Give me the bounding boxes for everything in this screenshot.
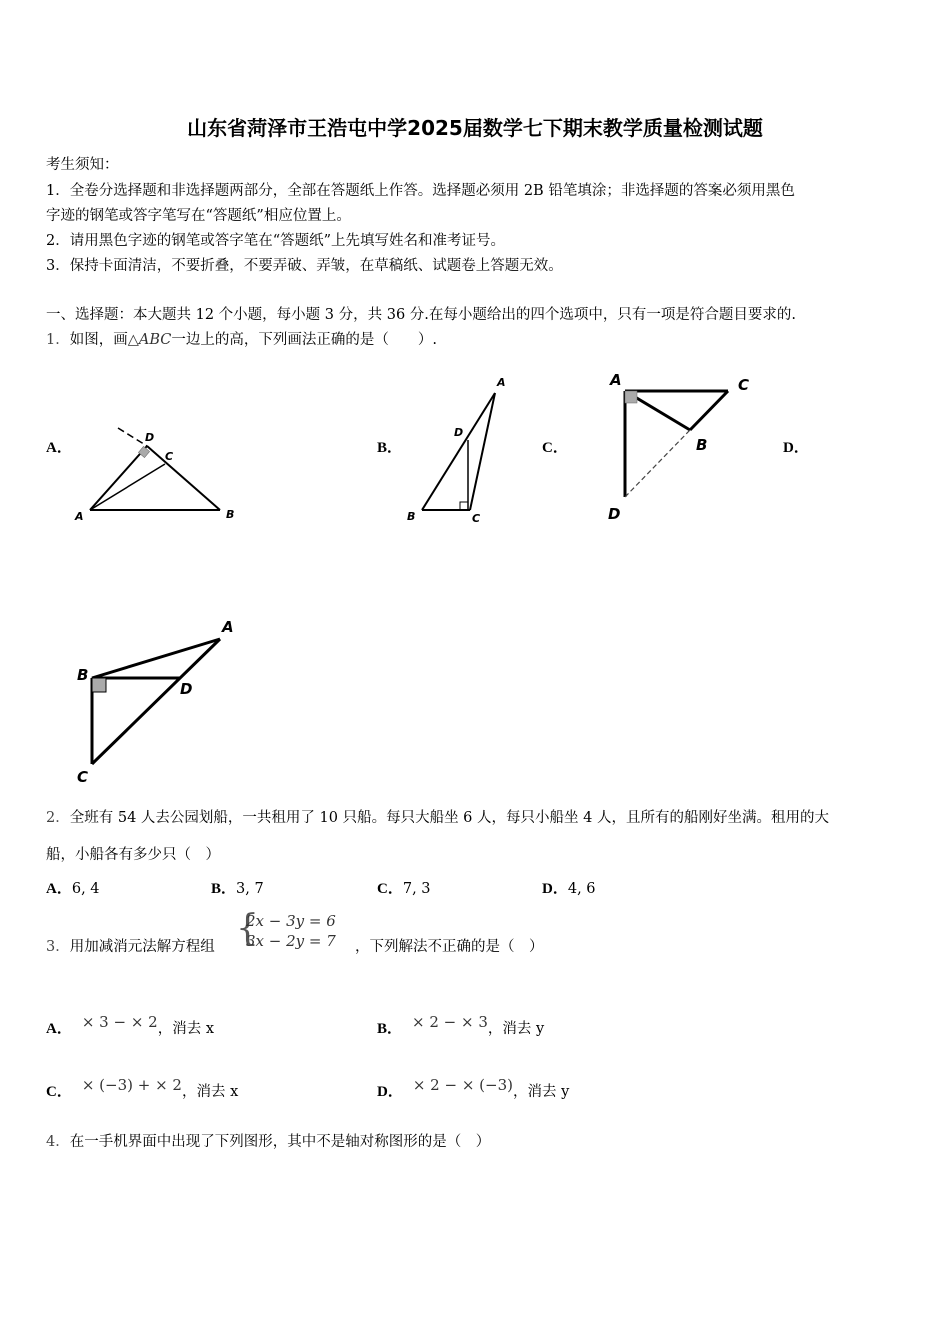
q3-option-d-label: D． — [377, 1084, 403, 1100]
q1-figure-c — [600, 365, 760, 525]
q2-option-d-label: D． — [542, 881, 568, 897]
question-2-text-1: 全班有 54 人去公园划船，一共租用了 10 只船。每只大船坐 6 人，每只小船坐 4 人，且所有的船刚好坐满。租用的大 — [69, 810, 829, 826]
equation-2: 3x − 2y = 7 — [246, 932, 336, 950]
question-1-pre: 如图，画 — [69, 332, 128, 348]
question-1-post: 一边上的高，下列画法正确的是（ ）. — [171, 332, 437, 348]
question-3-pre: 用加减消元法解方程组 — [69, 939, 215, 955]
equation-brace: { — [236, 908, 259, 949]
q2-option-d — [542, 877, 596, 898]
q2-option-a — [46, 877, 100, 898]
fig-c-label-b: B — [696, 436, 708, 454]
question-3-post: ，下列解法不正确的是（ ） — [355, 939, 544, 955]
q3-option-b-text: ，消去 y — [487, 1021, 545, 1037]
q1-figure-d — [70, 612, 250, 797]
question-1-number: 1． — [46, 332, 70, 348]
fig-b-label-d: D — [454, 426, 464, 439]
q2-option-a-label: A． — [46, 881, 72, 897]
q3-option-b-label: B． — [377, 1021, 403, 1037]
notice-line-2: 2．请用黑色字迹的钢笔或答字笔在“答题纸”上先填写姓名和准考证号。 — [46, 233, 506, 249]
fig-c-label-c: C — [738, 376, 750, 394]
question-4-stem — [46, 1130, 490, 1151]
question-4-text: 在一手机界面中出现了下列图形，其中不是轴对称图形的是（ ） — [69, 1134, 491, 1150]
q3-option-a-text: ，消去 x — [157, 1021, 215, 1037]
fig-a-label-a: A — [75, 510, 84, 523]
fig-d-label-c: C — [77, 768, 89, 786]
fig-d-label-b: B — [77, 666, 89, 684]
notice-line-1b: 字迹的钢笔或答字笔写在“答题纸”相应位置上。 — [46, 208, 351, 224]
equation-1: 2x − 3y = 6 — [246, 912, 336, 930]
q2-option-b-label: B． — [211, 881, 237, 897]
notice-heading: 考生须知： — [46, 157, 119, 173]
q3-option-d — [377, 1076, 570, 1101]
q3-option-d-text: ，消去 y — [512, 1084, 570, 1100]
q1-figure-b — [400, 370, 515, 530]
q2-option-a-value: 6, 4 — [71, 881, 100, 897]
fig-a-label-b: B — [226, 508, 235, 521]
q3-option-c-text: ，消去 x — [181, 1084, 239, 1100]
fig-b-label-a: A — [497, 376, 506, 389]
q3-option-b-math: × 2 − × 3 — [412, 1013, 488, 1031]
q2-option-b-value: 3, 7 — [236, 881, 264, 897]
q1-option-c-label: C． — [542, 440, 568, 456]
question-1-math: △ABC — [127, 332, 172, 348]
q2-option-c — [377, 877, 431, 898]
notice-line-3: 3．保持卡面清洁，不要折叠，不要弄破、弄皱，在草稿纸、试题卷上答题无效。 — [46, 258, 563, 274]
fig-d-label-a: A — [222, 618, 234, 636]
fig-d-label-d: D — [180, 680, 193, 698]
fig-a-label-c: C — [165, 450, 174, 463]
q3-option-d-math: × 2 − × (−3) — [412, 1076, 513, 1094]
q3-option-a — [46, 1013, 215, 1038]
q2-option-c-label: C． — [377, 881, 403, 897]
question-2-line-2: 船，小船各有多少只（ ） — [46, 847, 220, 863]
q2-option-c-value: 7, 3 — [402, 881, 431, 897]
fig-a-label-d: D — [145, 431, 155, 444]
fig-b-label-c: C — [472, 512, 481, 525]
q1-option-d-label: D． — [783, 440, 809, 456]
notice-line-1a: 1．全卷分选择题和非选择题两部分，全部在答题纸上作答。选择题必须用 2B 铅笔填涂；非选择题的答案必须用黑色 — [46, 183, 795, 199]
fig-c-label-a: A — [610, 371, 622, 389]
q1-figure-a — [70, 420, 250, 530]
q1-option-a-label: A． — [46, 440, 72, 456]
q3-option-c-math: × (−3) + × 2 — [81, 1076, 182, 1094]
q3-option-a-label: A． — [46, 1021, 72, 1037]
q2-option-d-value: 4, 6 — [567, 881, 596, 897]
q3-option-b — [377, 1013, 545, 1038]
question-3-stem — [46, 935, 215, 956]
q3-option-c — [46, 1076, 239, 1101]
question-3-number: 3． — [46, 939, 70, 955]
q2-option-b — [211, 877, 264, 898]
section-1-heading: 一、选择题：本大题共 12 个小题，每小题 3 分，共 36 分.在每小题给出的四个选项中，只有一项是符合题目要求的. — [46, 307, 796, 323]
question-2-line-1 — [46, 806, 829, 827]
q1-option-b-label: B． — [377, 440, 403, 456]
q3-option-c-label: C． — [46, 1084, 72, 1100]
question-1-stem — [46, 328, 437, 349]
question-4-number: 4． — [46, 1134, 70, 1150]
question-2-number: 2． — [46, 810, 70, 826]
page-title: 山东省菏泽市王浩屯中学2025届数学七下期末教学质量检测试题 — [187, 116, 763, 140]
fig-c-label-d: D — [608, 505, 621, 523]
q3-option-a-math: × 3 − × 2 — [81, 1013, 158, 1031]
fig-b-label-b: B — [407, 510, 416, 523]
